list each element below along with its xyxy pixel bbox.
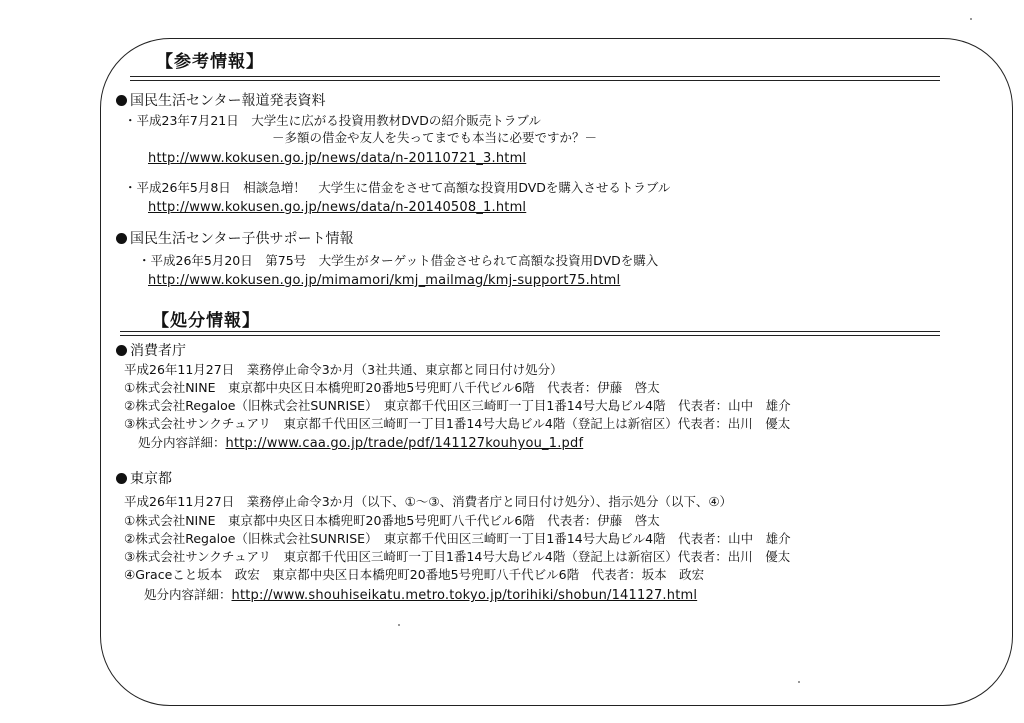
scan-speck (970, 18, 972, 20)
reference-item-2-line-1: ・平成26年5月8日 相談急増！ 大学生に借金をさせて高額な投資用DVDを購入させるトラブル (124, 180, 671, 195)
disposition-rule (120, 331, 940, 336)
tokyo-line-2: ②株式会社Regaloe（旧株式会社SUNRISE） 東京都千代田区三崎町一丁目1番14号大島ビル4階 代表者：山中 雄介 (124, 531, 791, 546)
reference-item-2-link[interactable]: http://www.kokusen.go.jp/news/data/n-20140508_1.html (148, 200, 527, 215)
reference-item-3-line-1: ・平成26年5月20日 第75号 大学生がターゲット借金させられて高額な投資用DVDを購入 (138, 253, 659, 268)
tokyo-section-title (116, 471, 172, 487)
tokyo-title-text: 東京都 (130, 471, 172, 487)
reference-heading: 【参考情報】 (152, 47, 268, 72)
bullet-icon (116, 233, 127, 244)
reference-rule (130, 76, 940, 81)
caa-title-text: 消費者庁 (130, 343, 186, 359)
caa-section-title (116, 343, 186, 359)
bullet-icon (116, 345, 127, 356)
tokyo-detail-label: 処分内容詳細： (144, 587, 232, 602)
kokusen-title-text: 国民生活センター報道発表資料 (130, 93, 326, 109)
tokyo-detail-link[interactable]: http://www.shouhiseikatu.metro.tokyo.jp/torihiki/shobun/141127.html (231, 588, 698, 603)
tokyo-line-1: ①株式会社NINE 東京都中央区日本橋兜町20番地5号兜町八千代ビル6階 代表者：伊藤 啓太 (124, 513, 660, 528)
scan-speck (798, 681, 800, 683)
caa-line-2: ②株式会社Regaloe（旧株式会社SUNRISE） 東京都千代田区三崎町一丁目1番14号大島ビル4階 代表者：山中 雄介 (124, 398, 791, 413)
scan-speck (398, 624, 400, 626)
reference-item-1-line-1: ・平成23年7月21日 大学生に広がる投資用教材DVDの紹介販売トラブル (124, 113, 541, 128)
reference-item-3-link[interactable]: http://www.kokusen.go.jp/mimamori/kmj_mailmag/kmj-support75.html (148, 273, 621, 288)
tokyo-line-0: 平成26年11月27日 業務停止命令3か月（以下、①～③、消費者庁と同日付け処分）、指示処分（以下、④） (124, 494, 733, 509)
caa-detail (138, 435, 583, 452)
kodomo-section-title (116, 231, 353, 247)
reference-item-1-line-2: －多額の借金や友人を失ってまでも本当に必要ですか？－ (272, 130, 598, 145)
caa-detail-link[interactable]: http://www.caa.go.jp/trade/pdf/141127kouhyou_1.pdf (225, 436, 584, 451)
caa-line-1: ①株式会社NINE 東京都中央区日本橋兜町20番地5号兜町八千代ビル6階 代表者：伊藤 啓太 (124, 380, 660, 395)
caa-line-3: ③株式会社サンクチュアリ 東京都千代田区三崎町一丁目1番14号大島ビル4階（登記上は新宿区）代表者：出川 優太 (124, 416, 791, 431)
kodomo-title-text: 国民生活センター子供サポート情報 (130, 231, 354, 247)
reference-item-1-link[interactable]: http://www.kokusen.go.jp/news/data/n-20110721_3.html (148, 151, 527, 166)
kokusen-section-title (116, 93, 325, 109)
caa-line-0: 平成26年11月27日 業務停止命令3か月（3社共通、東京都と同日付け処分） (124, 362, 563, 377)
tokyo-detail (144, 587, 697, 604)
disposition-heading: 【処分情報】 (148, 306, 264, 331)
bullet-icon (116, 473, 127, 484)
tokyo-line-4: ④Graceこと坂本 政宏 東京都中央区日本橋兜町20番地5号兜町八千代ビル6階 代表者：坂本 政宏 (124, 567, 705, 582)
caa-detail-label: 処分内容詳細： (138, 435, 226, 450)
bullet-icon (116, 95, 127, 106)
tokyo-line-3: ③株式会社サンクチュアリ 東京都千代田区三崎町一丁目1番14号大島ビル4階（登記上は新宿区）代表者：出川 優太 (124, 549, 791, 564)
